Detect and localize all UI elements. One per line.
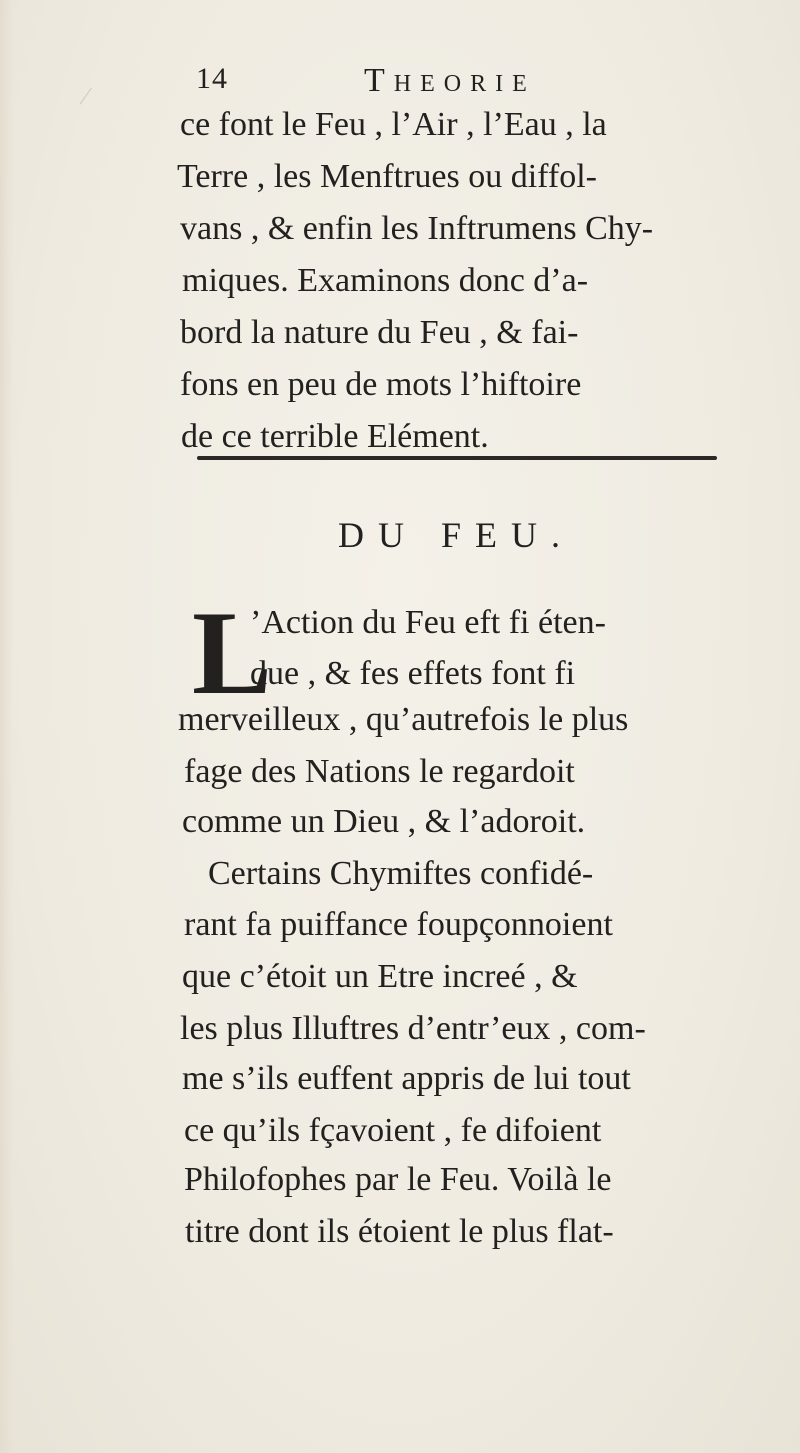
text-line: me s’ils euffent appris de lui tout (182, 1060, 631, 1097)
page-header (196, 62, 616, 102)
text-line: ce qu’ils fçavoient , fe difoient (184, 1112, 602, 1149)
text-line: bord la nature du Feu , & fai- (180, 314, 579, 351)
text-line: ce font le Feu , l’Air , l’Eau , la (180, 106, 607, 143)
text-line: fons en peu de mots l’hiftoire (180, 366, 582, 403)
text-line: Certains Chymiftes confidé- (208, 855, 594, 892)
text-line: que c’étoit un Etre increé , & (182, 958, 578, 995)
section-rule (197, 456, 717, 460)
page-edge-shadow (0, 0, 14, 1453)
text-line: miques. Examinons donc d’a- (182, 262, 589, 299)
section-title: DU FEU. (338, 515, 575, 555)
text-line: due , & fes effets font fi (250, 655, 576, 692)
text-line: rant fa puiffance foupçonnoient (184, 906, 613, 943)
text-line: Terre , les Menftrues ou diffol- (177, 158, 597, 195)
text-line: vans , & enfin les Inftrumens Chy- (180, 210, 654, 247)
text-line: comme un Dieu , & l’adoroit. (182, 803, 586, 840)
margin-stray-mark (80, 88, 104, 113)
running-head: Theorie (364, 62, 536, 99)
text-line: ’Action du Feu eft fi éten- (250, 604, 606, 641)
text-line: titre dont ils étoient le plus flat- (185, 1213, 614, 1250)
text-line: de ce terrible Elément. (181, 418, 489, 455)
text-line: fage des Nations le regardoit (184, 753, 575, 790)
page-number: 14 (196, 62, 228, 95)
text-line: merveilleux , qu’autrefois le plus (178, 701, 629, 738)
text-line: les plus Illuftres d’entr’eux , com- (180, 1010, 646, 1047)
drop-cap-letter: L (192, 586, 273, 719)
text-line: Philofophes par le Feu. Voilà le (184, 1161, 612, 1198)
